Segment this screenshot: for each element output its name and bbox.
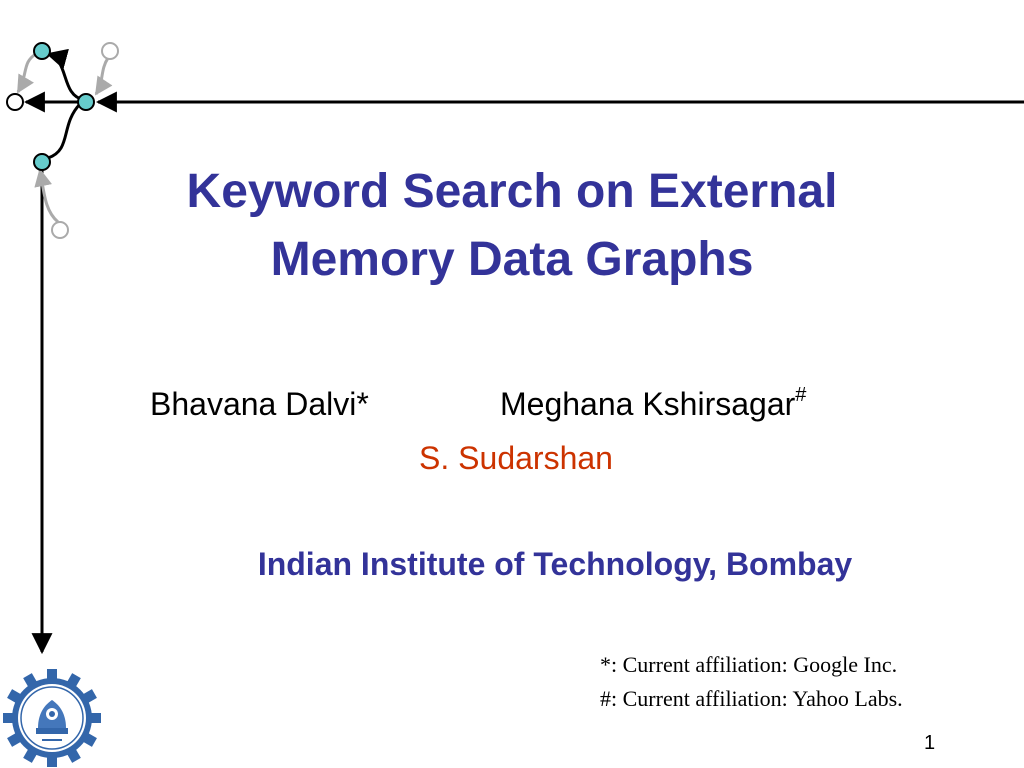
graph-node <box>34 154 50 170</box>
institute-name: Indian Institute of Technology, Bombay <box>257 546 853 582</box>
iit-bombay-logo <box>2 668 102 768</box>
affiliation-mark: # <box>795 384 807 406</box>
graph-edge-grey <box>18 54 36 92</box>
footnote-yahoo: #: Current affiliation: Yahoo Labs. <box>600 686 903 711</box>
graph-node <box>7 94 23 110</box>
author-s-sudarshan: S. Sudarshan <box>419 440 613 476</box>
footnote-google: *: Current affiliation: Google Inc. <box>600 652 898 677</box>
slide-title-line-2: Memory Data Graphs <box>270 233 754 286</box>
author-name: Meghana Kshirsagar <box>500 386 796 422</box>
page-number: 1 <box>924 732 936 754</box>
author-bhavana-dalvi: Bhavana Dalvi* <box>150 386 369 422</box>
graph-node-grey <box>102 43 118 59</box>
slide-title <box>60 158 964 294</box>
slide-title-line-1: Keyword Search on External <box>186 165 838 218</box>
graph-node <box>34 43 50 59</box>
footnotes <box>600 648 903 716</box>
graph-node <box>78 94 94 110</box>
authors-row <box>0 380 1024 430</box>
graph-edge-grey <box>96 58 108 94</box>
author-meghana-kshirsagar <box>500 386 806 423</box>
graph-edge <box>48 54 84 100</box>
graph-edge <box>48 104 80 158</box>
